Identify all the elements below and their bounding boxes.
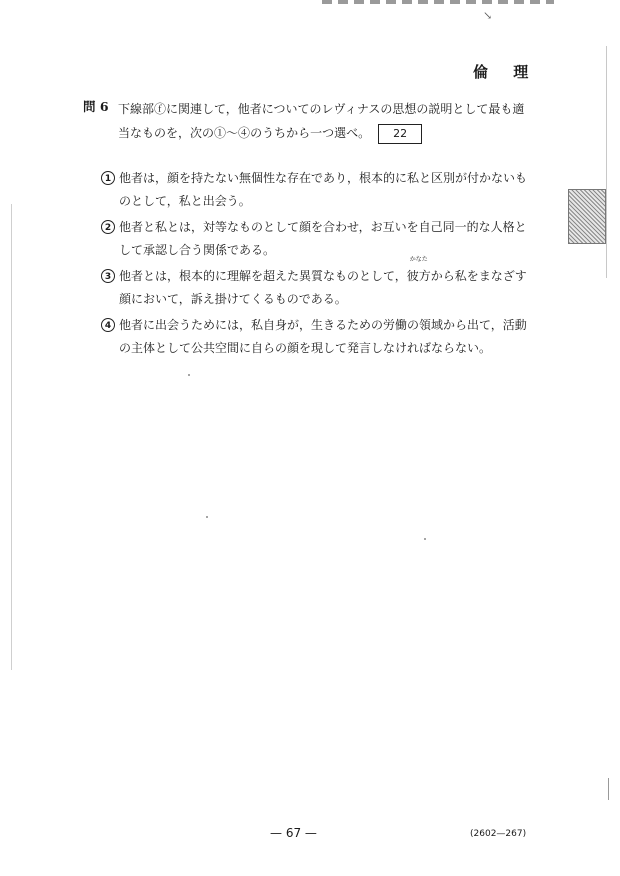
choice-list bbox=[101, 167, 531, 363]
choice-text: 他者と私とは，対等なものとして顔を合わせ，お互いを自己同一的な人格として承認し合う関係である。 bbox=[119, 220, 527, 257]
question-label: 問 6 bbox=[83, 99, 109, 114]
scan-artifact-top bbox=[322, 0, 554, 4]
question-body: に関連して，他者についてのレヴィナスの思想の説明として最も適当なものを，次の bbox=[118, 102, 525, 140]
choice-text: 他者は，顔を持たない無個性な存在であり，根本的に私と区別が付かないものとして，私と出会う。 bbox=[119, 171, 528, 208]
ruby-base: 彼方 bbox=[406, 269, 431, 283]
choice-4[interactable] bbox=[101, 314, 531, 360]
exam-code: (2602—267) bbox=[470, 829, 527, 839]
scan-speck bbox=[206, 516, 208, 518]
range-start: ① bbox=[214, 126, 227, 140]
choice-3[interactable] bbox=[101, 256, 531, 311]
choice-text-before: 他者とは，根本的に理解を超えた異質なものとして， bbox=[119, 269, 407, 283]
choice-number: 1 bbox=[101, 171, 115, 185]
scan-edge-right bbox=[606, 46, 607, 278]
page-number: — 67 — bbox=[270, 826, 317, 840]
scan-edge-right-lower bbox=[608, 778, 609, 800]
choice-text-after: から私をまなざす顔において，訴え掛けてくるものである。 bbox=[119, 269, 527, 306]
choice-2[interactable] bbox=[101, 216, 531, 262]
choice-text bbox=[119, 256, 527, 306]
scan-speck bbox=[188, 374, 190, 376]
range-end: ④ bbox=[238, 126, 251, 140]
underline-marker: ⓕ bbox=[154, 102, 167, 116]
scan-edge-left bbox=[11, 204, 12, 670]
question-suffix: のうちから一つ選べ。 bbox=[250, 126, 371, 140]
ruby-reading: かなた bbox=[409, 256, 428, 263]
subject-title: 倫 理 bbox=[473, 63, 539, 81]
question-prefix: 下線部 bbox=[118, 102, 155, 116]
question-text bbox=[118, 97, 530, 145]
answer-box[interactable]: 22 bbox=[378, 124, 422, 144]
choice-1[interactable] bbox=[101, 167, 531, 213]
choice-number: 4 bbox=[101, 318, 115, 332]
choice-number: 2 bbox=[101, 220, 115, 234]
thumb-index-tab bbox=[568, 189, 606, 244]
choice-text: 他者に出会うためには，私自身が，生きるための労働の領域から出て，活動の主体として公共空間に自らの顔を現して発言しなければならない。 bbox=[119, 318, 527, 355]
range-sep: ～ bbox=[226, 126, 239, 140]
ruby-word bbox=[406, 256, 431, 288]
scan-speck bbox=[424, 538, 426, 540]
choice-number: 3 bbox=[101, 269, 115, 283]
scan-mark: ↘ bbox=[483, 9, 493, 22]
